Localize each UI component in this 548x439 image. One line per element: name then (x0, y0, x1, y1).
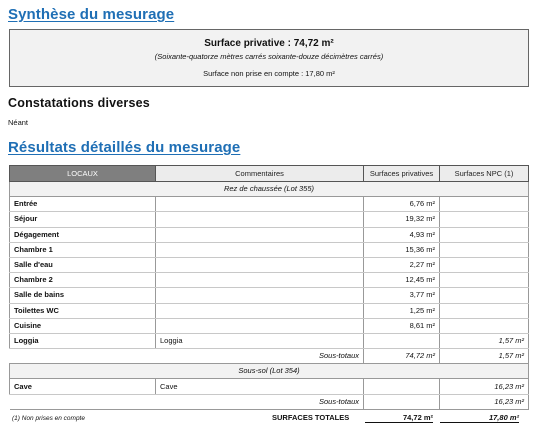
table-row (10, 333, 529, 348)
header-surfaces-npc: Surfaces NPC (1) (440, 166, 529, 182)
subtotal-surface-privative: 74,72 m² (364, 349, 440, 364)
room-surface-npc (440, 227, 529, 242)
room-surface-npc (440, 212, 529, 227)
room-name: Salle d'eau (10, 257, 156, 272)
room-comment (156, 257, 364, 272)
subtotal-row (10, 349, 529, 364)
constatations-text: Néant (8, 118, 29, 127)
room-comment: Cave (156, 379, 364, 394)
table-row (10, 212, 529, 227)
table-row (10, 227, 529, 242)
room-surface-privative (364, 333, 440, 348)
room-name: Chambre 1 (10, 242, 156, 257)
room-comment (156, 212, 364, 227)
room-comment (156, 242, 364, 257)
room-surface-npc (440, 303, 529, 318)
room-surface-privative: 6,76 m² (364, 197, 440, 212)
table-row (10, 303, 529, 318)
room-surface-npc (440, 242, 529, 257)
room-comment (156, 303, 364, 318)
subtotal-surface-npc: 1,57 m² (440, 349, 529, 364)
section-label: Sous-sol (Lot 354) (10, 364, 529, 379)
room-comment (156, 227, 364, 242)
subtotal-surface-npc: 16,23 m² (440, 394, 529, 409)
room-surface-npc (440, 273, 529, 288)
room-surface-privative: 1,25 m² (364, 303, 440, 318)
title-constatations: Constatations diverses (8, 96, 150, 110)
header-locaux: LOCAUX (10, 166, 156, 182)
table-row (10, 318, 529, 333)
table-row (10, 273, 529, 288)
room-comment (156, 197, 364, 212)
room-comment: Loggia (156, 333, 364, 348)
room-surface-privative: 12,45 m² (364, 273, 440, 288)
surface-in-words: (Soixante-quatorze mètres carrés soixante-douze décimètres carrés) (154, 52, 384, 61)
room-comment (156, 288, 364, 303)
room-surface-privative: 15,36 m² (364, 242, 440, 257)
room-surface-privative: 3,77 m² (364, 288, 440, 303)
header-surfaces-privatives: Surfaces privatives (364, 166, 440, 182)
room-name: Toilettes WC (10, 303, 156, 318)
room-name: Loggia (10, 333, 156, 348)
table-row (10, 197, 529, 212)
surface-non-prise: Surface non prise en compte : 17,80 m² (203, 69, 335, 78)
room-name: Séjour (10, 212, 156, 227)
subtotal-label: Sous-totaux (156, 349, 364, 364)
subtotal-spacer (10, 349, 156, 364)
section-row (10, 364, 529, 379)
room-surface-privative: 4,93 m² (364, 227, 440, 242)
room-name: Salle de bains (10, 288, 156, 303)
totals-label: SURFACES TOTALES (272, 413, 350, 422)
room-surface-privative: 8,61 m² (364, 318, 440, 333)
summary-box (9, 29, 529, 87)
title-resultats: Résultats détaillés du mesurage (8, 139, 241, 156)
section-label: Rez de chaussée (Lot 355) (10, 182, 529, 197)
table-row (10, 242, 529, 257)
footnote: (1) Non prises en compte (12, 415, 85, 422)
header-commentaires: Commentaires (156, 166, 364, 182)
subtotal-surface-privative (364, 394, 440, 409)
results-table (9, 165, 529, 410)
room-surface-privative: 19,32 m² (364, 212, 440, 227)
subtotal-spacer (10, 394, 156, 409)
totals-surfaces-privatives: 74,72 m² (365, 413, 433, 423)
room-comment (156, 318, 364, 333)
title-synthese: Synthèse du mesurage (8, 6, 175, 23)
room-name: Entrée (10, 197, 156, 212)
room-surface-npc (440, 288, 529, 303)
room-name: Chambre 2 (10, 273, 156, 288)
room-surface-npc: 16,23 m² (440, 379, 529, 394)
room-name: Dégagement (10, 227, 156, 242)
room-surface-npc (440, 257, 529, 272)
room-surface-privative: 2,27 m² (364, 257, 440, 272)
room-name: Cuisine (10, 318, 156, 333)
table-row (10, 257, 529, 272)
room-surface-npc (440, 197, 529, 212)
room-surface-npc: 1,57 m² (440, 333, 529, 348)
room-surface-privative (364, 379, 440, 394)
subtotal-label: Sous-totaux (156, 394, 364, 409)
room-name: Cave (10, 379, 156, 394)
room-surface-npc (440, 318, 529, 333)
table-header-row (10, 166, 529, 182)
section-row (10, 182, 529, 197)
surface-privative: Surface privative : 74,72 m² (204, 38, 334, 49)
table-row (10, 288, 529, 303)
totals-surfaces-npc: 17,80 m² (440, 413, 519, 423)
room-comment (156, 273, 364, 288)
table-row (10, 379, 529, 394)
subtotal-row (10, 394, 529, 409)
